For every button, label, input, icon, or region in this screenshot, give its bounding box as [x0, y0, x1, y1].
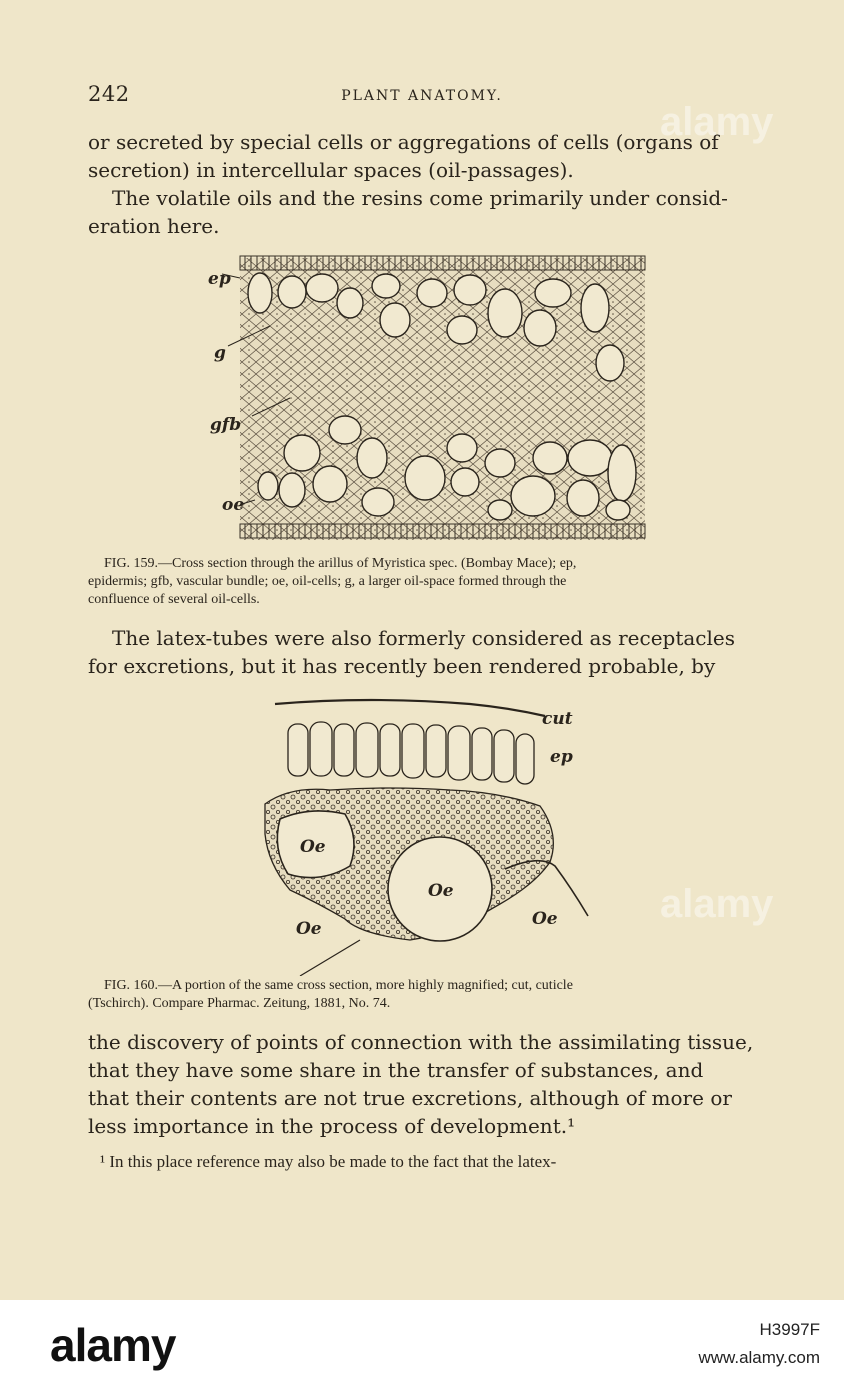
- image-id: H3997F: [759, 1320, 820, 1339]
- fig160-label-oe: Oe: [296, 919, 322, 939]
- paragraph3-line: that their contents are not true excretions, although of more or: [88, 1086, 732, 1110]
- paragraph3-line: that they have some share in the transfer of substances, and: [88, 1058, 704, 1082]
- alamy-logo[interactable]: alamy: [50, 1319, 176, 1371]
- page-number: 242: [88, 82, 130, 106]
- paragraph1-line: The volatile oils and the resins come primarily under consid-: [112, 186, 728, 210]
- figure-160-caption: (Tschirch). Compare Pharmac. Zeitung, 1881, No. 74.: [88, 996, 391, 1011]
- fig159-label-gfb: gfb: [210, 415, 242, 435]
- figure-160-caption: FIG. 160.—A portion of the same cross section, more highly magnified; cut, cuticle: [104, 978, 573, 993]
- fig160-label-oe: Oe: [300, 837, 326, 857]
- figure-160-illustration: [250, 694, 610, 976]
- footnote: ¹ In this place reference may also be made to the fact that the latex-: [100, 1152, 557, 1171]
- watermark-logo: alamy: [660, 882, 774, 926]
- paragraph2-line: for excretions, but it has recently been rendered probable, by: [88, 654, 716, 678]
- paragraph1-line: or secreted by special cells or aggregations of cells (organs of: [88, 130, 719, 154]
- paragraph2-line: The latex-tubes were also formerly considered as receptacles: [112, 626, 735, 650]
- paragraph1-line: eration here.: [88, 214, 220, 238]
- paragraph3-line: the discovery of points of connection with the assimilating tissue,: [88, 1030, 754, 1054]
- fig160-label-cut: cut: [542, 709, 573, 729]
- fig160-label-oe: Oe: [428, 881, 454, 901]
- paragraph1-line: secretion) in intercellular spaces (oil-passages).: [88, 158, 574, 182]
- running-title: PLANT ANATOMY.: [341, 88, 503, 104]
- fig159-label-g: g: [214, 343, 226, 363]
- watermark-logo: alamy: [660, 100, 774, 144]
- fig159-label-ep: ep: [208, 269, 231, 289]
- fig160-label-ep: ep: [550, 747, 573, 767]
- fig160-label-oe: Oe: [532, 909, 558, 929]
- figure-159-caption: confluence of several oil-cells.: [88, 592, 260, 607]
- fig159-label-oe: oe: [222, 495, 245, 515]
- figure-159-caption: epidermis; gfb, vascular bundle; oe, oil-cells; g, a larger oil-space formed through the: [88, 574, 567, 589]
- figure-159-illustration: [200, 248, 660, 548]
- site-url[interactable]: www.alamy.com: [698, 1348, 820, 1367]
- figure-159-caption: FIG. 159.—Cross section through the arillus of Myristica spec. (Bombay Mace); ep,: [104, 556, 577, 571]
- paragraph3-line: less importance in the process of development.¹: [88, 1114, 576, 1138]
